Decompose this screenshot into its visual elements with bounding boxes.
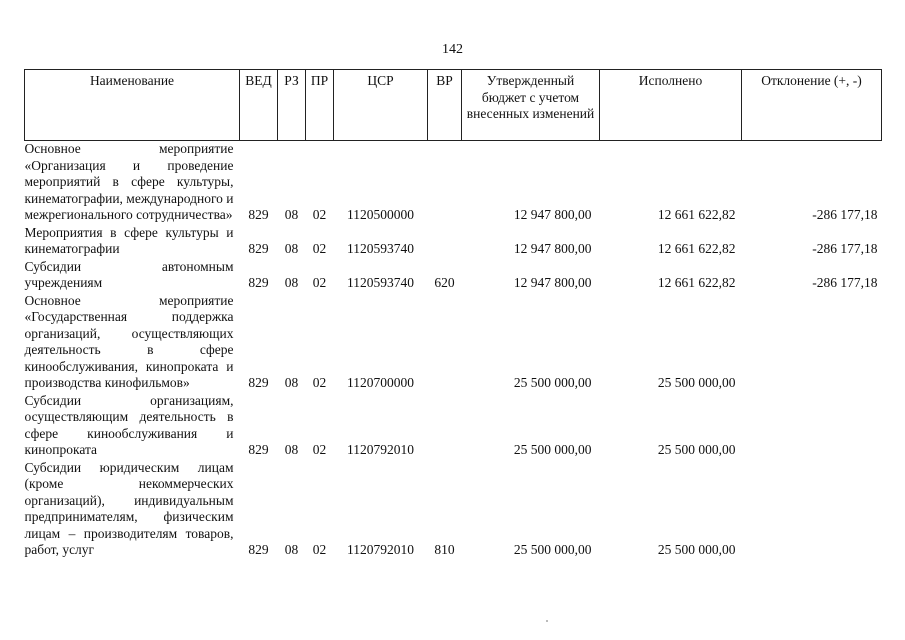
scan-speck [546, 620, 548, 622]
row-csr: 1120792010 [347, 542, 414, 557]
header-name: Наименование [25, 70, 240, 141]
row-rz: 08 [284, 207, 299, 222]
row-exec: 25 500 000,00 [657, 542, 736, 557]
row-vr: 620 [434, 275, 455, 290]
header-csr: ЦСР [334, 70, 428, 141]
row-rz: 08 [284, 542, 299, 557]
table-row [25, 293, 882, 393]
row-ved: 829 [248, 207, 269, 222]
header-pr: ПР [306, 70, 334, 141]
row-dev: -286 177,18 [812, 207, 878, 222]
row-name: Субсидии юридическим лицам (кроме некоммерческих организаций), индивидуальным предпринимателям, физическим лицам – производителям товаров, работ, услуг [24, 459, 234, 557]
row-pr: 02 [312, 207, 327, 222]
row-rz: 08 [284, 241, 299, 256]
row-plan: 25 500 000,00 [513, 375, 592, 390]
row-dev [742, 393, 882, 460]
row-ved: 829 [248, 241, 269, 256]
row-rz: 08 [284, 275, 299, 290]
row-name: Мероприятия в сфере культуры и кинематографии [24, 224, 234, 256]
header-rz: РЗ [278, 70, 306, 141]
row-vr: 810 [434, 542, 455, 557]
row-exec: 25 500 000,00 [657, 442, 736, 457]
row-csr: 1120700000 [347, 375, 414, 390]
row-pr: 02 [312, 241, 327, 256]
row-pr: 02 [312, 542, 327, 557]
row-plan: 12 947 800,00 [513, 207, 592, 222]
row-csr: 1120593740 [347, 241, 414, 256]
row-rz: 08 [284, 442, 299, 457]
row-exec: 12 661 622,82 [657, 241, 736, 256]
table-row [25, 460, 882, 560]
row-csr: 1120792010 [347, 442, 414, 457]
row-vr [428, 141, 462, 225]
header-vr: ВР [428, 70, 462, 141]
header-ved: ВЕД [240, 70, 278, 141]
row-ved: 829 [248, 542, 269, 557]
row-exec: 12 661 622,82 [657, 207, 736, 222]
header-plan: Утвержденный бюджет с учетом внесенных изменений [462, 70, 600, 141]
row-exec: 25 500 000,00 [657, 375, 736, 390]
row-ved: 829 [248, 442, 269, 457]
row-csr: 1120500000 [347, 207, 414, 222]
row-plan: 12 947 800,00 [513, 241, 592, 256]
row-name: Субсидии организациям, осуществляющим деятельность в сфере кинообслуживания и кинопроката [24, 392, 234, 457]
budget-table [24, 69, 882, 560]
row-pr: 02 [312, 275, 327, 290]
row-rz: 08 [284, 375, 299, 390]
row-name: Основное мероприятие «Государственная поддержка организаций, осуществляющих деятельность в сфере кинообслуживания, кинопроката и производства кинофильмов» [24, 292, 234, 390]
row-pr: 02 [312, 375, 327, 390]
table-row [25, 225, 882, 259]
table-row [25, 259, 882, 293]
row-vr [428, 225, 462, 259]
row-exec: 12 661 622,82 [657, 275, 736, 290]
row-pr: 02 [312, 442, 327, 457]
row-dev [742, 293, 882, 393]
table-row [25, 141, 882, 225]
row-name: Субсидии автономным учреждениям [24, 258, 234, 290]
page-number: 142 [442, 42, 463, 57]
row-plan: 12 947 800,00 [513, 275, 592, 290]
row-ved: 829 [248, 275, 269, 290]
row-vr [428, 393, 462, 460]
header-exec: Исполнено [600, 70, 742, 141]
header-dev: Отклонение (+, -) [742, 70, 882, 141]
table-header-row [25, 70, 882, 141]
row-dev: -286 177,18 [812, 275, 878, 290]
row-dev: -286 177,18 [812, 241, 878, 256]
row-dev [742, 460, 882, 560]
row-plan: 25 500 000,00 [513, 542, 592, 557]
row-plan: 25 500 000,00 [513, 442, 592, 457]
row-vr [428, 293, 462, 393]
row-ved: 829 [248, 375, 269, 390]
table-row [25, 393, 882, 460]
row-name: Основное мероприятие «Организация и проведение мероприятий в сфере культуры, кинематографии, международного и межрегионального сотрудничества» [24, 141, 234, 222]
row-csr: 1120593740 [347, 275, 414, 290]
